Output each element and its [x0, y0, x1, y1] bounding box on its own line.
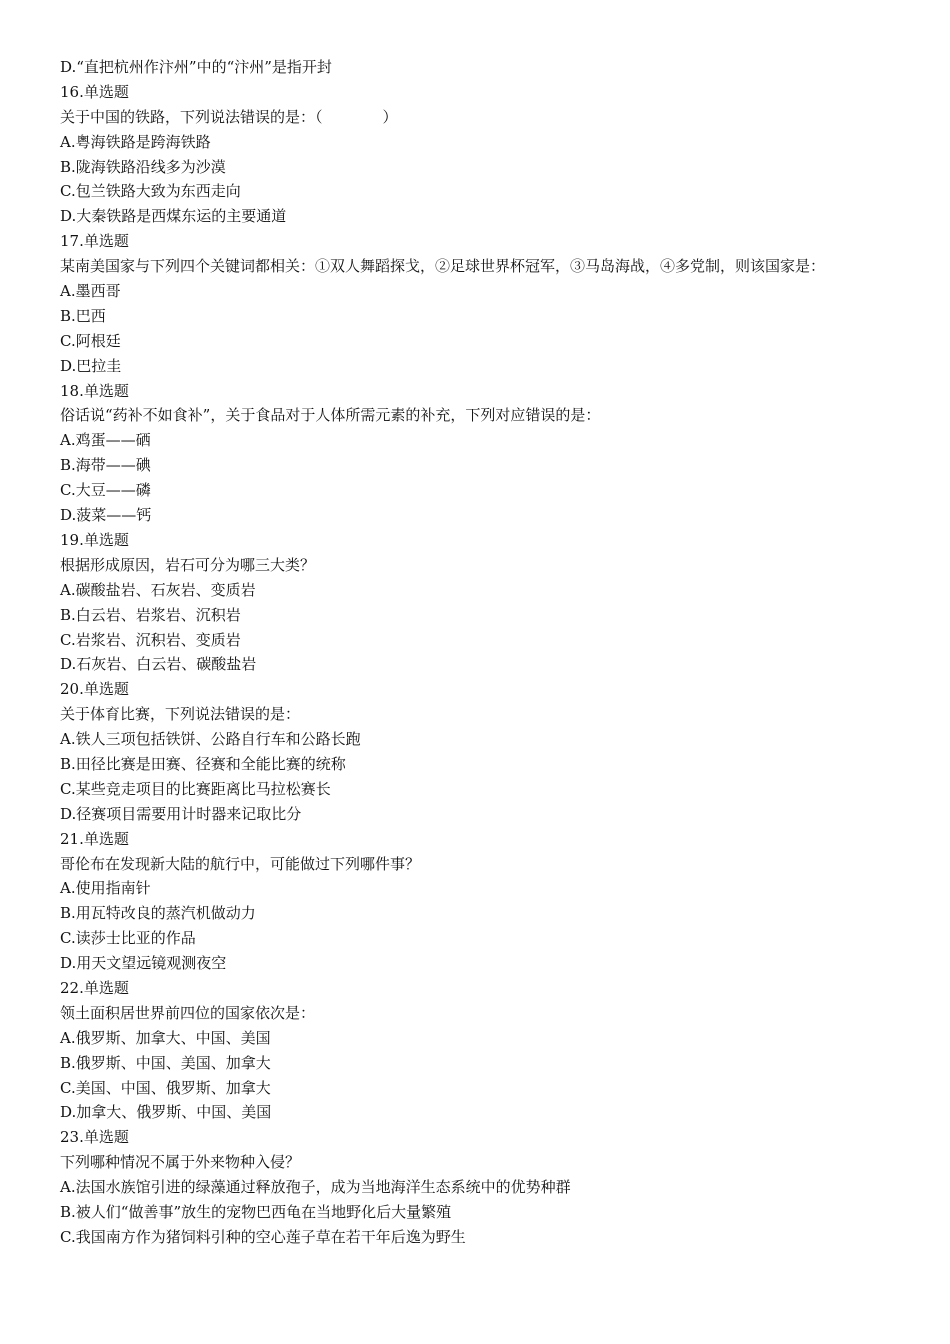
question-stem: 哥伦布在发现新大陆的航行中，可能做过下列哪件事？	[60, 854, 421, 873]
question-number: 19.单选题	[60, 530, 129, 549]
option-d: D.径赛项目需要用计时器来记取比分	[60, 804, 302, 823]
option-d: D.石灰岩、白云岩、碳酸盐岩	[60, 655, 257, 674]
question-number: 22.单选题	[60, 978, 129, 997]
question-17	[60, 229, 890, 378]
option-b: B.俄罗斯、中国、美国、加拿大	[60, 1053, 271, 1072]
option-b: B.海带——碘	[60, 456, 151, 475]
option-b: B.陇海铁路沿线多为沙漠	[60, 157, 226, 176]
option-a: A.俄罗斯、加拿大、中国、美国	[60, 1028, 271, 1047]
option-a: A.粤海铁路是跨海铁路	[60, 132, 211, 151]
question-number: 16.单选题	[60, 82, 129, 101]
question-23	[60, 1125, 890, 1249]
option-a: A.铁人三项包括铁饼、公路自行车和公路长跑	[60, 730, 361, 749]
question-18	[60, 379, 890, 528]
option-d: D.用天文望远镜观测夜空	[60, 954, 227, 973]
option-b: B.巴西	[60, 306, 106, 325]
option-a: A.使用指南针	[60, 879, 151, 898]
option-a: A.鸡蛋——硒	[60, 431, 151, 450]
option-c: C.某些竞走项目的比赛距离比马拉松赛长	[60, 779, 331, 798]
option-c: C.读莎士比亚的作品	[60, 929, 196, 948]
question-stem: 下列哪种情况不属于外来物种入侵？	[60, 1153, 301, 1172]
question-stem: 关于中国的铁路，下列说法错误的是：（ ）	[60, 107, 398, 126]
question-stem: 关于体育比赛，下列说法错误的是：	[60, 705, 301, 724]
option-a: A.法国水族馆引进的绿藻通过释放孢子，成为当地海洋生态系统中的优势种群	[60, 1178, 571, 1197]
option-c: C.阿根廷	[60, 331, 121, 350]
option-c: C.包兰铁路大致为东西走向	[60, 182, 241, 201]
question-19	[60, 528, 890, 677]
question-stem: 根据形成原因，岩石可分为哪三大类？	[60, 555, 316, 574]
question-number: 23.单选题	[60, 1128, 129, 1147]
question-20	[60, 677, 890, 826]
question-number: 18.单选题	[60, 381, 129, 400]
question-number: 21.单选题	[60, 829, 129, 848]
question-22	[60, 976, 890, 1125]
option-d: D.大秦铁路是西煤东运的主要通道	[60, 207, 287, 226]
option-c: C.美国、中国、俄罗斯、加拿大	[60, 1078, 271, 1097]
exam-document	[60, 55, 890, 1250]
question-16	[60, 80, 890, 229]
option-a: A.碳酸盐岩、石灰岩、变质岩	[60, 580, 256, 599]
question-stem: 俗话说“药补不如食补”，关于食品对于人体所需元素的补充，下列对应错误的是：	[60, 406, 601, 425]
option-c: C.大豆——磷	[60, 481, 151, 500]
option-d: D.加拿大、俄罗斯、中国、美国	[60, 1103, 272, 1122]
option-b: B.田径比赛是田赛、径赛和全能比赛的统称	[60, 754, 346, 773]
prev-question-option-d: D.“直把杭州作汴州”中的“汴州”是指开封	[60, 58, 332, 76]
option-d: D.巴拉圭	[60, 356, 122, 375]
option-d: D.菠菜——钙	[60, 506, 152, 525]
option-c: C.岩浆岩、沉积岩、变质岩	[60, 630, 241, 649]
option-b: B.白云岩、岩浆岩、沉积岩	[60, 605, 241, 624]
option-c: C.我国南方作为猪饲料引种的空心莲子草在若干年后逸为野生	[60, 1227, 466, 1246]
question-21	[60, 827, 890, 976]
option-b: B.被人们“做善事”放生的宠物巴西龟在当地野化后大量繁殖	[60, 1202, 452, 1221]
question-number: 17.单选题	[60, 232, 129, 251]
option-b: B.用瓦特改良的蒸汽机做动力	[60, 904, 256, 923]
question-stem: 领土面积居世界前四位的国家依次是：	[60, 1003, 316, 1022]
option-a: A.墨西哥	[60, 282, 121, 301]
question-number: 20.单选题	[60, 680, 129, 699]
question-stem: 某南美国家与下列四个关键词都相关：①双人舞蹈探戈，②足球世界杯冠军，③马岛海战，④多党制，则该国家是：	[60, 257, 826, 276]
